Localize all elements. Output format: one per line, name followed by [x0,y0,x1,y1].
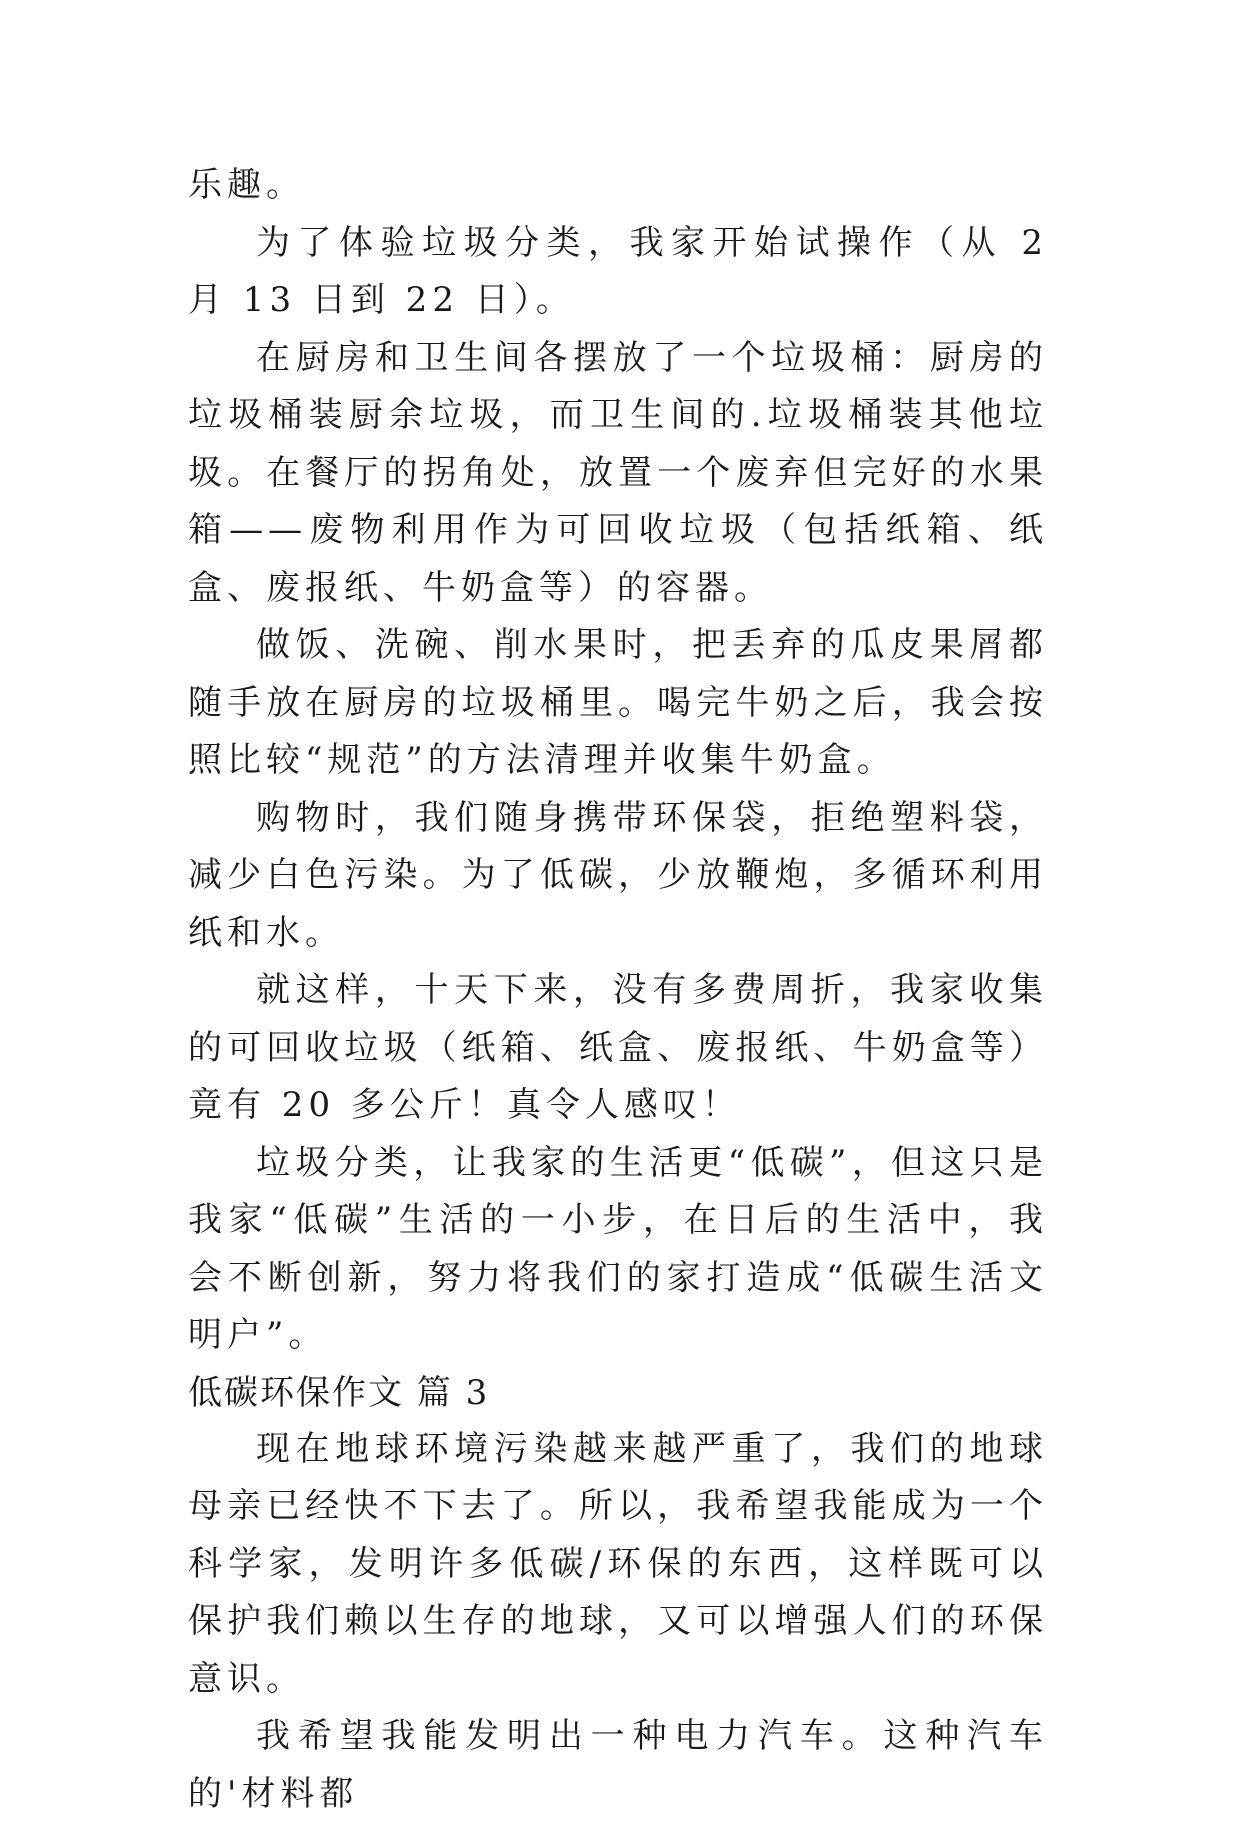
paragraph: 做饭、洗碗、削水果时，把丢弃的瓜皮果屑都随手放在厨房的垃圾桶里。喝完牛奶之后，我会按照比较“规范”的方法清理并收集牛奶盒。 [188,625,1048,780]
paragraph: 就这样，十天下来，没有多费周折，我家收集的可回收垃圾（纸箱、纸盒、废报纸、牛奶盒等）竟有 20 多公斤！真令人感叹！ [188,970,1048,1125]
paragraph: 垃圾分类，让我家的生活更“低碳”，但这只是我家“低碳”生活的一小步，在日后的生活中，我会不断创新，努力将我们的家打造成“低碳生活文明户”。 [188,1142,1048,1355]
document-body [188,157,1048,1823]
paragraph: 为了体验垃圾分类，我家开始试操作（从 2 月 13 日到 22 日）。 [188,222,1048,320]
section-heading: 低碳环保作文 篇 3 [188,1372,490,1413]
paragraph: 我希望我能发明出一种电力汽车。这种汽车的'材料都 [188,1716,1048,1814]
paragraph: 购物时，我们随身携带环保袋，拒绝塑料袋，减少白色污染。为了低碳，少放鞭炮，多循环利用纸和水。 [188,797,1048,953]
paragraph: 在厨房和卫生间各摆放了一个垃圾桶：厨房的垃圾桶装厨余垃圾，而卫生间的.垃圾桶装其他垃圾。在餐厅的拐角处，放置一个废弃但完好的水果箱——废物利用作为可回收垃圾（包括纸箱、纸盒、废报纸、牛奶盒等）的容器。 [188,337,1048,608]
paragraph: 现在地球环境污染越来越严重了，我们的地球母亲已经快不下去了。所以，我希望我能成为一个科学家，发明许多低碳/环保的东西，这样既可以保护我们赖以生存的地球，又可以增强人们的环保意识。 [188,1428,1048,1699]
paragraph: 乐趣。 [188,165,305,205]
